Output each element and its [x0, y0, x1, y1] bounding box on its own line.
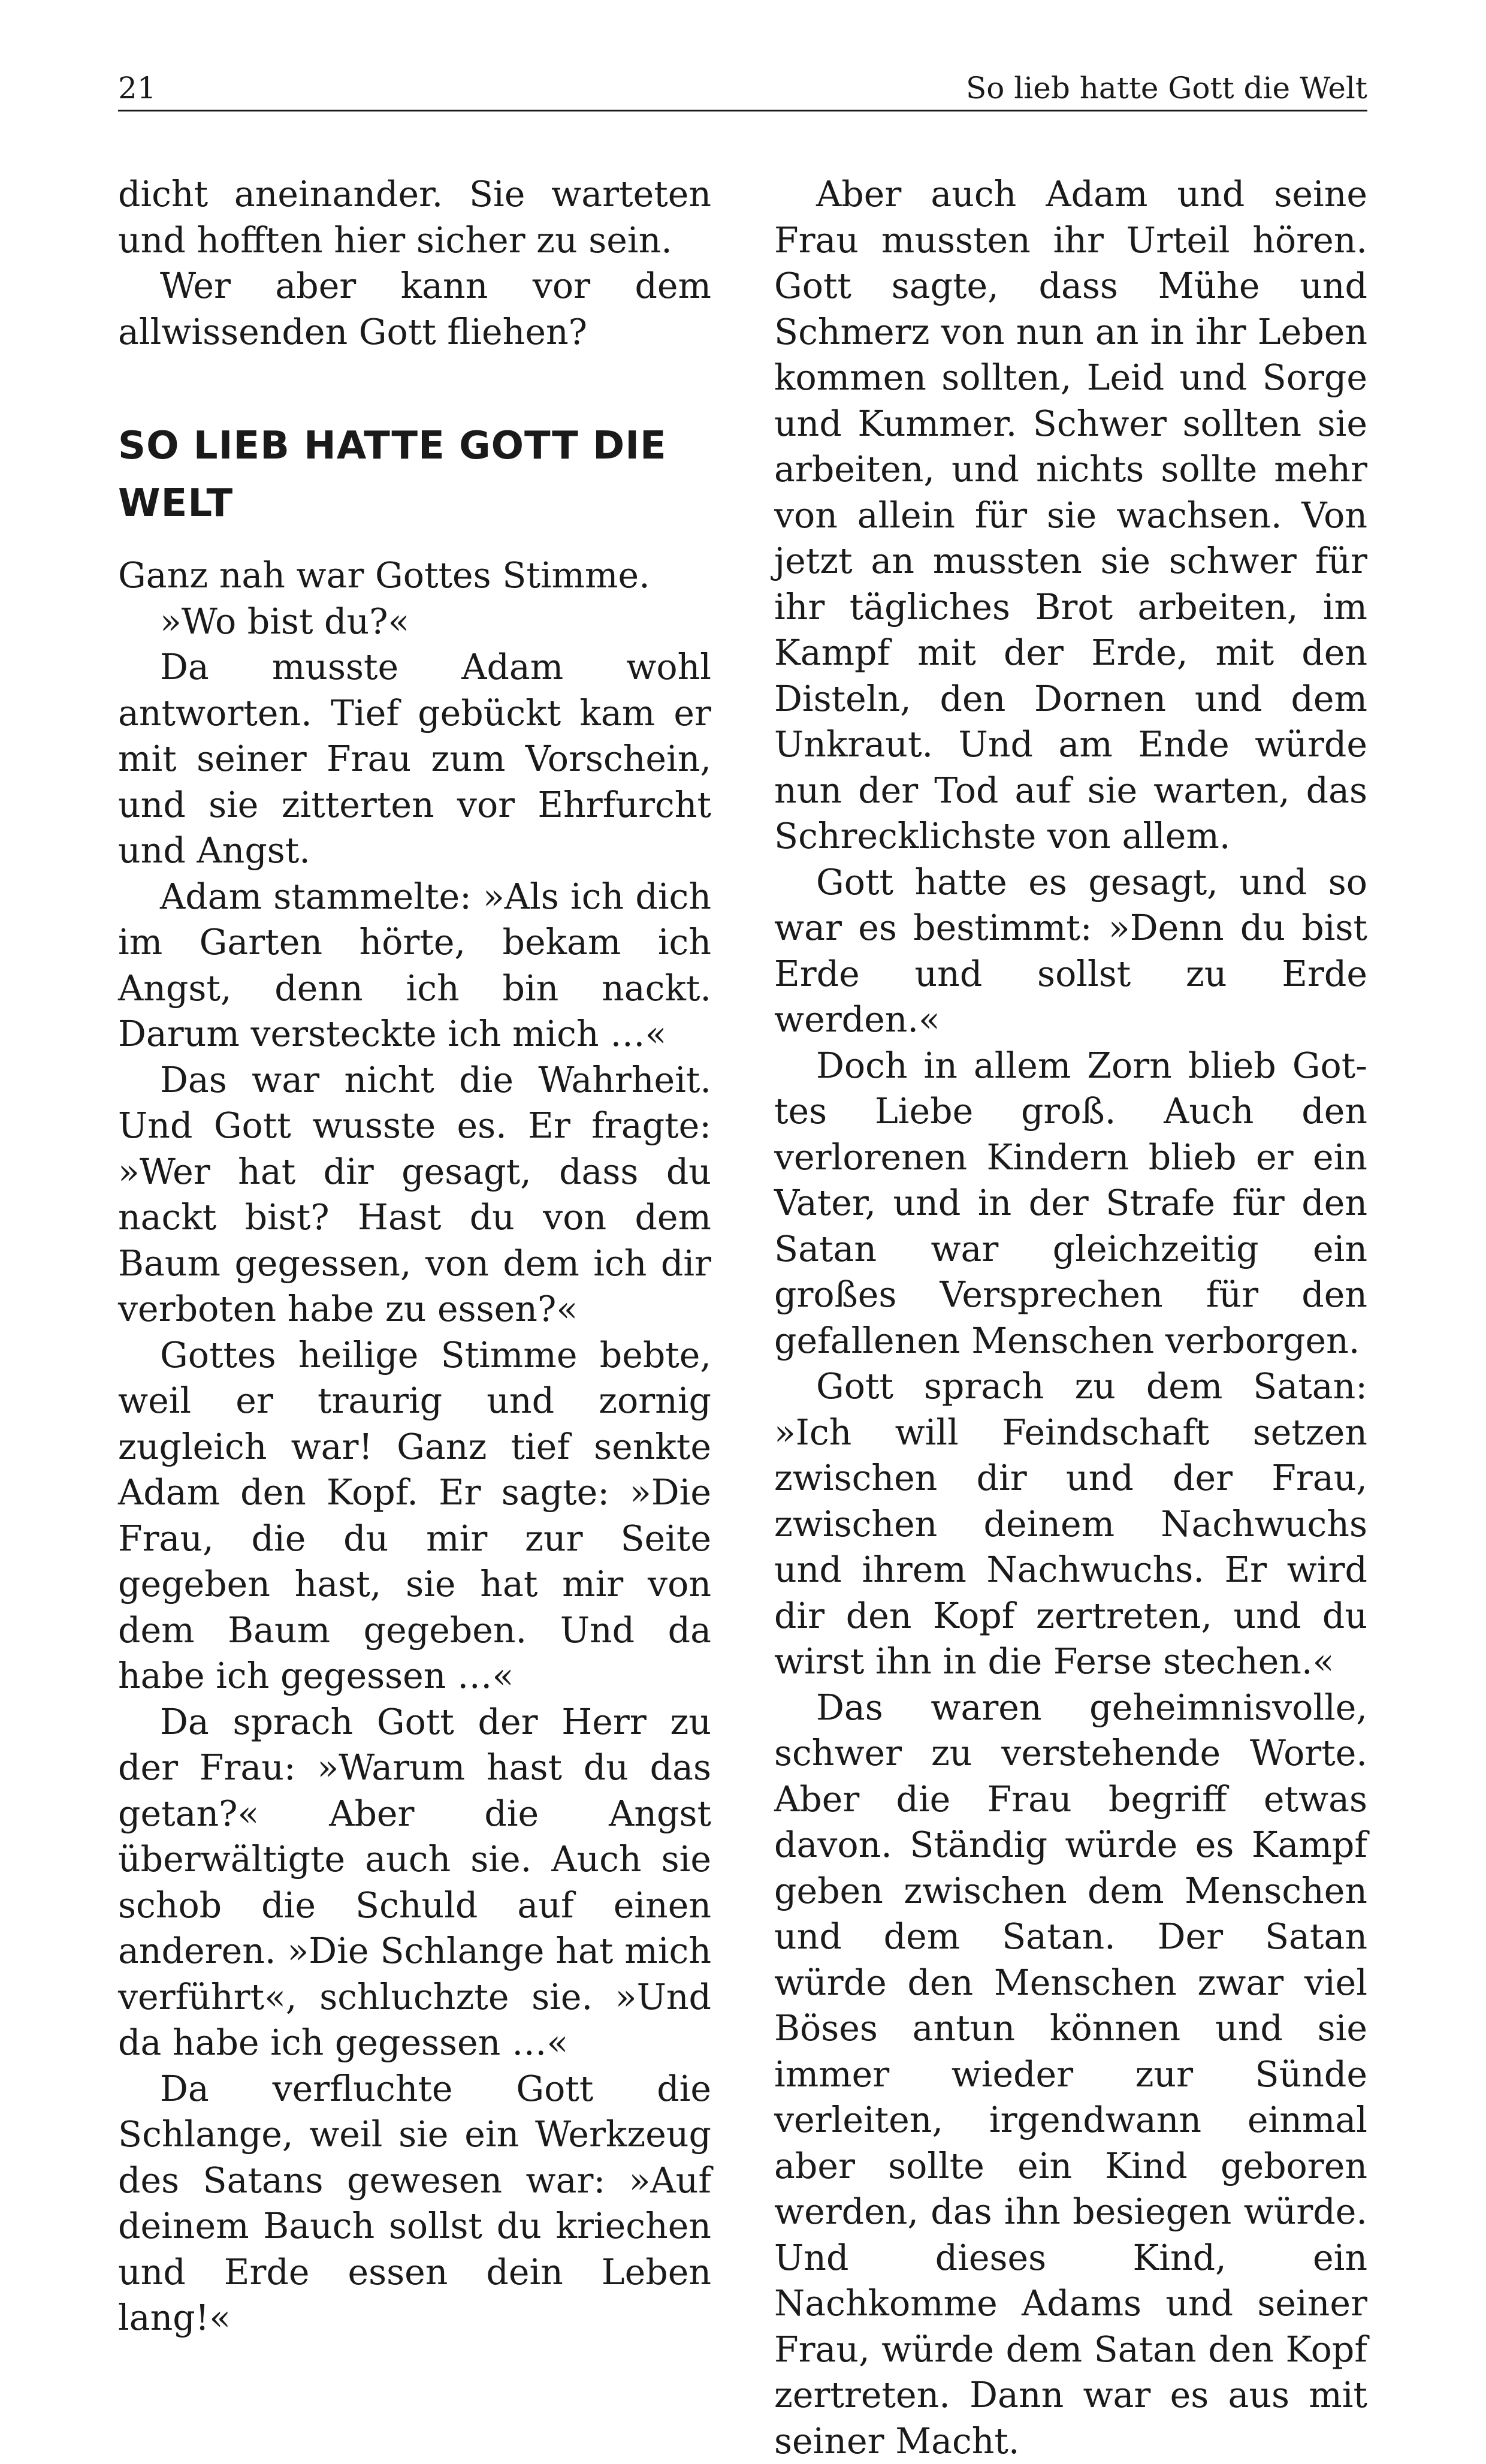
section-heading: SO LIEB HATTE GOTT DIE WELT: [118, 417, 711, 532]
paragraph: Gott sprach zu dem Satan: »Ich will Feindschaft setzen zwischen dir und der Frau, zwischen deinem Nachwuchs und ihrem Nachwuchs. Er wird dir den Kopf zertreten, und du wirst ihn in die Ferse stechen.«: [774, 1364, 1367, 1685]
paragraph: Da sprach Gott der Herr zu der Frau: »Warum hast du das getan?« Aber die Angst überwältigte auch sie. Auch sie schob die Schuld auf einen anderen. »Die Schlange hat mich verführt«, schluchzte sie. »Und da habe ich gegessen …«: [118, 1699, 711, 2066]
page-number: 21: [118, 66, 156, 111]
paragraph: Das war nicht die Wahrheit. Und Gott wusste es. Er fragte: »Wer hat dir gesagt, dass du nackt bist? Hast du von dem Baum gegessen, von dem ich dir verboten habe zu essen?«: [118, 1057, 711, 1332]
paragraph: »Wo bist du?«: [118, 599, 711, 645]
running-header: [118, 65, 1367, 111]
left-column: [118, 171, 711, 2341]
paragraph: Da musste Adam wohl antworten. Tief gebückt kam er mit seiner Frau zum Vorschein, und sie zitterten vor Ehrfurcht und Angst.: [118, 644, 711, 874]
paragraph: Gottes heilige Stimme bebte, weil er traurig und zornig zugleich war! Ganz tief senkte Adam den Kopf. Er sagte: »Die Frau, die du mir zur Seite gegeben hast, sie hat mir von dem Baum gegeben. Und da habe ich gegessen …«: [118, 1332, 711, 1699]
paragraph: Da verfluchte Gott die Schlange, weil sie ein Werkzeug des Satans gewesen war: »Auf deinem Bauch sollst du kriechen und Erde essen dein Leben lang!«: [118, 2066, 711, 2341]
running-title: So lieb hatte Gott die Welt: [966, 66, 1367, 111]
paragraph: dicht aneinander. Sie warteten und hofften hier sicher zu sein.: [118, 171, 711, 263]
paragraph: Wer aber kann vor dem allwissenden Gott fliehen?: [118, 263, 711, 355]
paragraph: Aber auch Adam und seine Frau mussten ihr Urteil hören. Gott sagte, dass Mühe und Schmerz von nun an in ihr Leben kommen sollten, Leid und Sorge und Kummer. Schwer sollten sie arbeiten, und nichts sollte mehr von allein für sie wachsen. Von jetzt an mussten sie schwer für ihr tägliches Brot arbeiten, im Kampf mit der Erde, mit den Disteln, den Dornen und dem Unkraut. Und am Ende würde nun der Tod auf sie warten, das Schrecklichste von allem.: [774, 171, 1367, 859]
right-column: [774, 171, 1367, 2464]
paragraph: Das waren geheimnisvolle, schwer zu verstehende Worte. Aber die Frau begriff etwas davon. Ständig würde es Kampf geben zwischen dem Menschen und dem Satan. Der Satan würde den Menschen zwar viel Böses antun können und sie immer wieder zur Sünde verleiten, irgendwann einmal aber sollte ein Kind geboren werden, das ihn besiegen würde. Und dieses Kind, ein Nachkomme Adams und seiner Frau, würde dem Satan den Kopf zertreten. Dann war es aus mit seiner Macht.: [774, 1685, 1367, 2464]
paragraph: Ganz nah war Gottes Stimme.: [118, 553, 711, 599]
paragraph: Gott hatte es gesagt, und so war es bestimmt: »Denn du bist Erde und sollst zu Erde werden.«: [774, 859, 1367, 1043]
paragraph: Adam stammelte: »Als ich dich im Garten hörte, bekam ich Angst, denn ich bin nackt. Darum versteckte ich mich …«: [118, 874, 711, 1057]
paragraph: Doch in allem Zorn blieb Gottes Liebe groß. Auch den verlorenen Kindern blieb er ein Vater, und in der Strafe für den Satan war gleichzeitig ein großes Versprechen für den gefallenen Menschen verborgen.: [774, 1043, 1367, 1364]
